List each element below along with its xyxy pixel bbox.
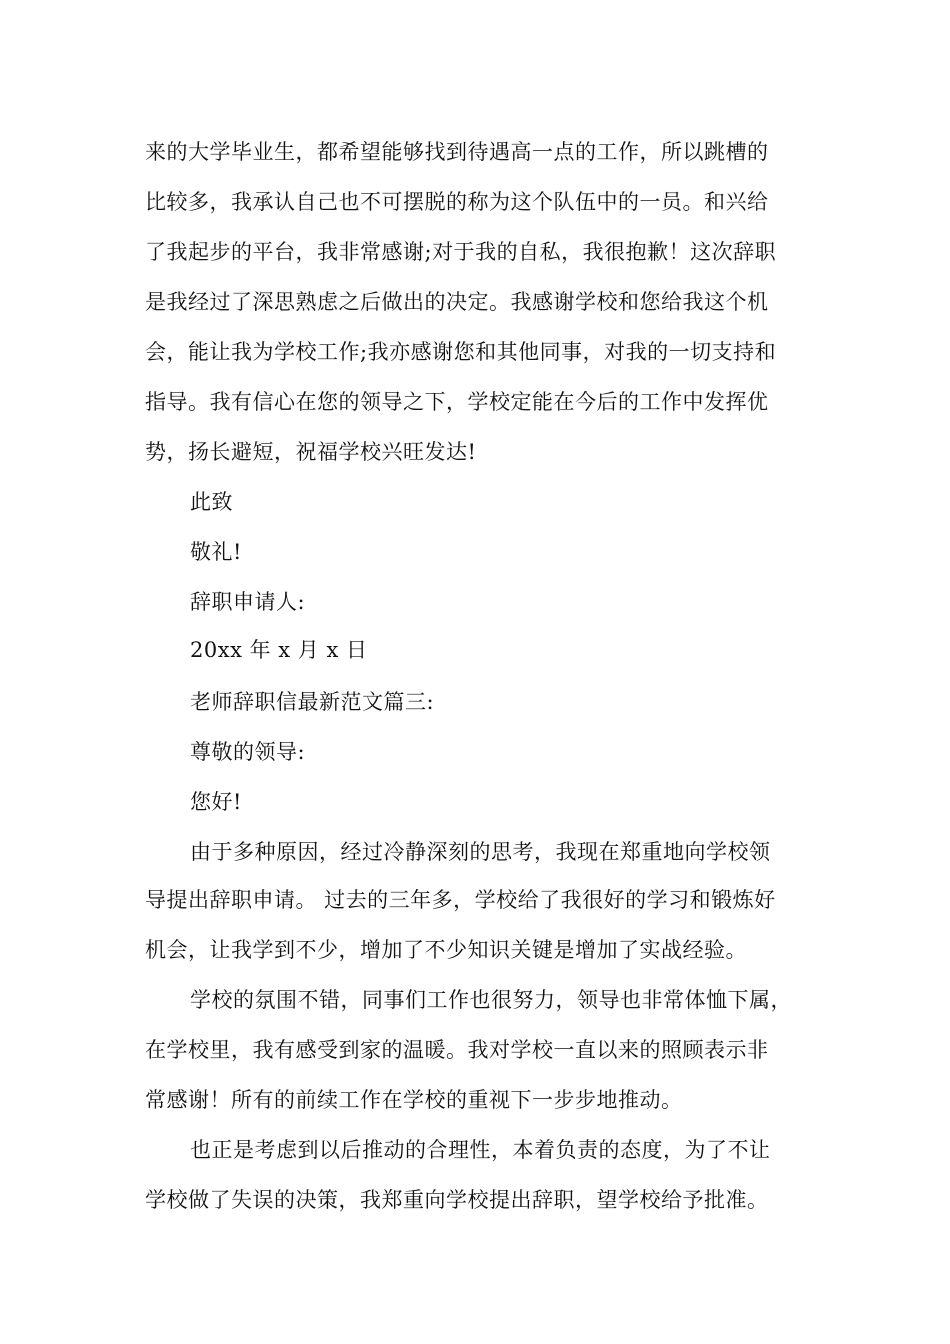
body-line-2: 比较多，我承认自己也不可摆脱的称为这个队伍中的一员。和兴给 xyxy=(145,190,769,214)
body-line-5: 会，能让我为学校工作;我亦感谢您和其他同事，对我的一切支持和 xyxy=(145,340,777,364)
paragraph-2-line-2: 在学校里，我有感受到家的温暖。我对学校一直以来的照顾表示非 xyxy=(145,1038,769,1062)
paragraph-3-line-1: 也正是考虑到以后推动的合理性，本着负责的态度，为了不让 xyxy=(190,1138,771,1162)
body-line-3: 了我起步的平台，我非常感谢;对于我的自私，我很抱歉！这次辞职 xyxy=(145,240,777,264)
body-line-7: 势，扬长避短，祝福学校兴旺发达! xyxy=(145,440,477,464)
body-line-1: 来的大学毕业生，都希望能够找到待遇高一点的工作，所以跳槽的 xyxy=(145,140,769,164)
body-line-6: 指导。我有信心在您的领导之下，学校定能在今后的工作中发挥优 xyxy=(145,390,769,414)
date-line: 20xx 年 x 月 x 日 xyxy=(190,638,368,662)
letter-hello: 您好! xyxy=(190,790,242,814)
paragraph-3-line-2: 学校做了失误的决策，我郑重向学校提出辞职，望学校给予批准。 xyxy=(145,1188,769,1212)
closing-regards: 敬礼! xyxy=(190,540,242,564)
applicant-label: 辞职申请人: xyxy=(190,590,306,614)
letter-greeting: 尊敬的领导: xyxy=(190,740,306,764)
body-line-4: 是我经过了深思熟虑之后做出的决定。我感谢学校和您给我这个机 xyxy=(145,290,769,314)
paragraph-1-line-3: 机会，让我学到不少，增加了不少知识关键是增加了实战经验。 xyxy=(145,938,747,962)
paragraph-1-line-2: 导提出辞职申请。 过去的三年多，学校给了我很好的学习和锻炼好 xyxy=(145,888,776,912)
paragraph-2-line-1: 学校的氛围不错，同事们工作也很努力，领导也非常体恤下属， xyxy=(190,988,792,1012)
paragraph-2-line-3: 常感谢！所有的前续工作在学校的重视下一步步地推动。 xyxy=(145,1088,683,1112)
section-heading: 老师辞职信最新范文篇三: xyxy=(190,690,435,714)
paragraph-1-line-1: 由于多种原因，经过冷静深刻的思考，我现在郑重地向学校领 xyxy=(190,840,771,864)
closing-salutation: 此致 xyxy=(190,490,233,514)
